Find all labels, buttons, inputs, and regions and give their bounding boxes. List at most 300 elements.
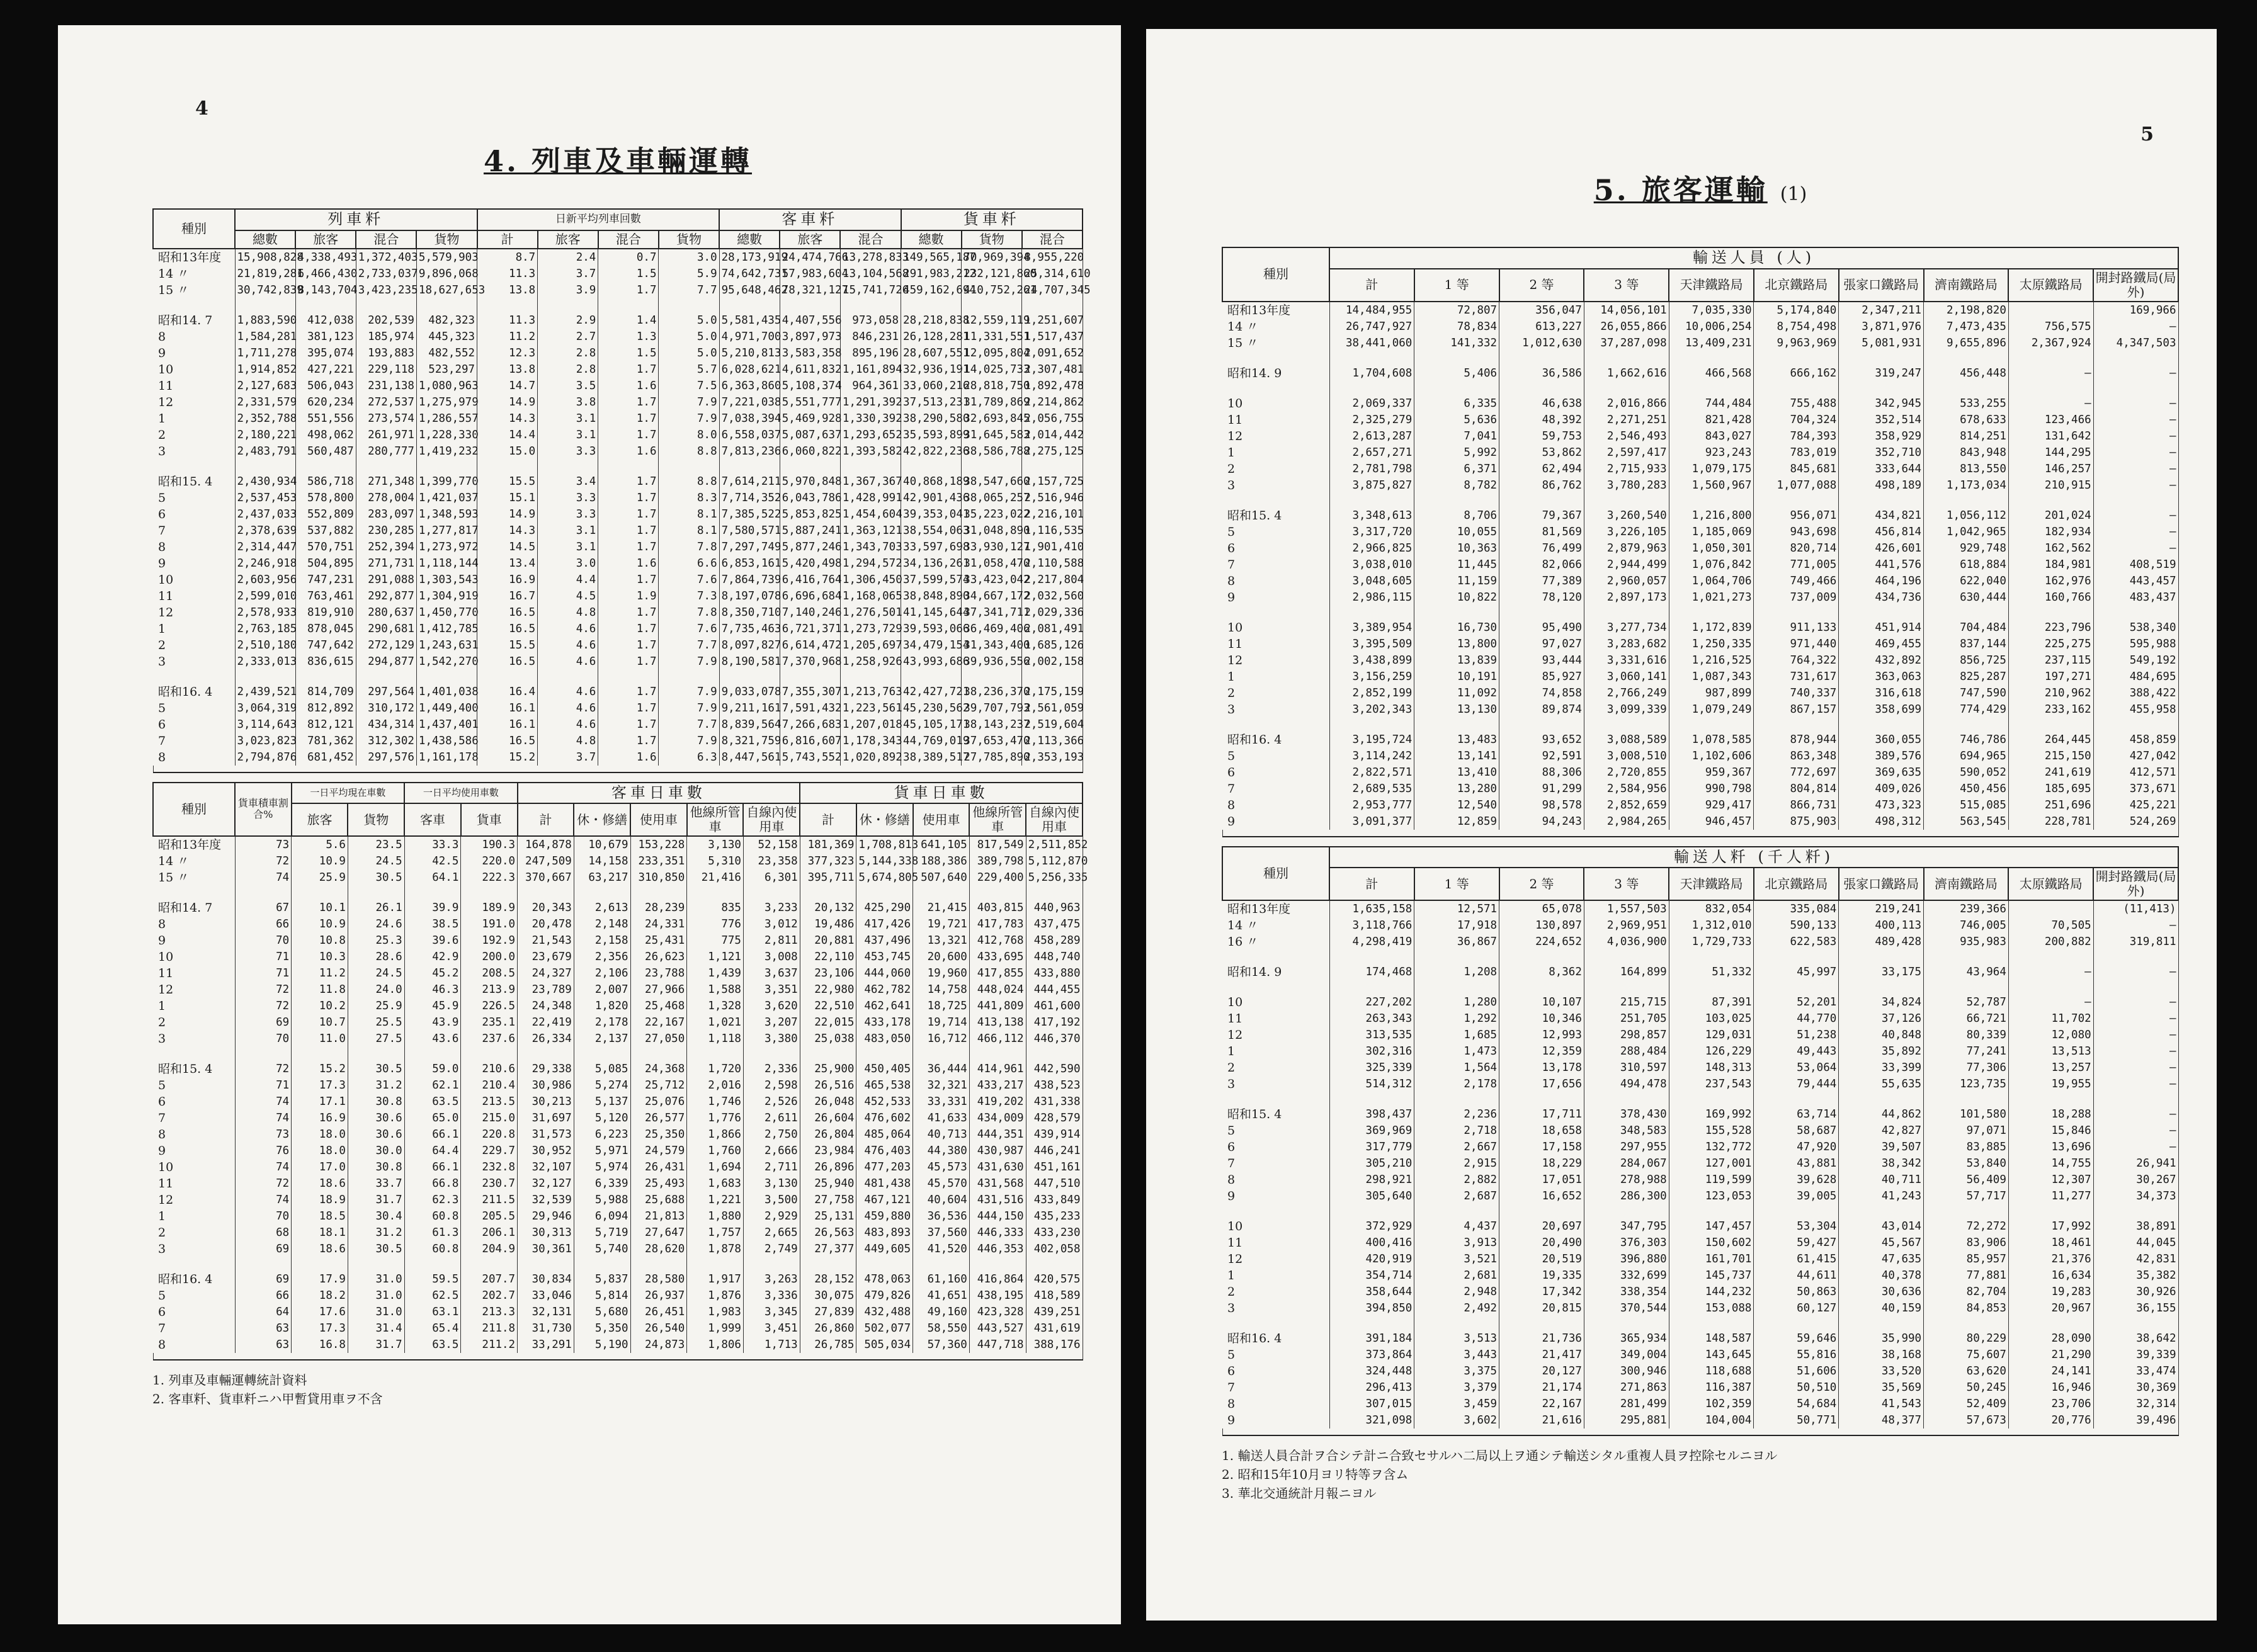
table-cell: 3,114,242	[1329, 748, 1414, 764]
table-row	[1222, 917, 2178, 934]
table-cell: 458,289	[1026, 932, 1083, 949]
table-row	[1222, 1347, 2178, 1363]
table-cell	[1329, 494, 1414, 507]
table-cell: 25.3	[348, 932, 404, 949]
table-cell: 32,539	[518, 1192, 574, 1208]
table-cell: 2,353,193	[1022, 749, 1083, 766]
table-cell	[1499, 1092, 1584, 1106]
table-cell: 42,427,721	[901, 684, 962, 700]
table-cell: 45,573	[913, 1159, 970, 1175]
table-cell: 73	[235, 1126, 292, 1143]
table-cell: 5,256,335	[1026, 869, 1083, 886]
table-cell	[538, 298, 598, 312]
table-cell: 2,430,934	[235, 473, 295, 490]
group-header: 一日平均現在車數	[292, 783, 404, 804]
table-cell: 2,667	[1414, 1139, 1499, 1155]
table-cell: 450,405	[856, 1061, 913, 1077]
table-cell: 13,278,833	[840, 249, 901, 266]
table-cell	[1414, 1092, 1499, 1106]
table-cell: 65.0	[404, 1110, 461, 1126]
table-cell: 1,330,392	[840, 410, 901, 427]
row-label	[153, 460, 235, 473]
table-cell: 93,444	[1499, 652, 1584, 669]
row-label	[153, 1257, 235, 1271]
table-cell: 30,313	[518, 1225, 574, 1241]
table-row	[1222, 1267, 2178, 1284]
table-cell: 5,680	[574, 1304, 630, 1320]
table-cell: 26,431	[630, 1159, 687, 1175]
table-cell: 10.3	[292, 949, 348, 965]
row-label: 10	[153, 1159, 235, 1175]
table-row	[153, 298, 1083, 312]
table-cell	[1839, 1316, 1924, 1330]
table-cell	[404, 886, 461, 900]
table-cell: 14.9	[477, 506, 538, 523]
table-cell: 506,043	[295, 378, 356, 394]
table-cell: 1.7	[598, 410, 659, 427]
column-header: 混合	[1022, 230, 1083, 249]
table-cell: 1,876	[687, 1287, 744, 1304]
table-cell: 1,205,697	[840, 637, 901, 653]
row-label: 昭和14. 7	[153, 312, 235, 329]
table-cell: 40,159	[1839, 1300, 1924, 1316]
table-cell: 1,450,770	[416, 604, 477, 621]
row-label: 5	[153, 1287, 235, 1304]
table-cell: 210,915	[2008, 477, 2093, 494]
table-cell: 856,725	[1924, 652, 2009, 669]
table-cell: 3,375	[1414, 1363, 1499, 1379]
row-label: 5	[153, 700, 235, 716]
page-title: 5. 旅客運輸 (1)	[1593, 173, 1807, 207]
table-cell: 875,903	[1754, 813, 1839, 830]
table-cell: 1,250,335	[1669, 636, 1754, 652]
table-cell: 202.7	[461, 1287, 518, 1304]
row-label: 3	[153, 1031, 235, 1047]
table-cell: 8,197,078	[719, 588, 780, 604]
column-header: 貨物	[416, 230, 477, 249]
row-label: 9	[153, 555, 235, 572]
table-cell: 459,880	[856, 1208, 913, 1225]
row-label: 7	[153, 733, 235, 749]
table-cell: 61,160	[913, 1271, 970, 1287]
table-cell: 395,074	[295, 345, 356, 361]
table-cell: 2,110,588	[1022, 555, 1083, 572]
table-cell: 1,421,037	[416, 490, 477, 506]
table-cell	[1669, 494, 1754, 507]
table-row	[153, 932, 1083, 949]
table-cell: 1,564	[1414, 1060, 1499, 1076]
table-cell: 188,386	[913, 853, 970, 869]
column-header: 1 等	[1414, 868, 1499, 900]
row-label: 昭和13年度	[153, 249, 235, 266]
table-cell: 4,437	[1414, 1218, 1499, 1235]
table-cell: 5.6	[292, 836, 348, 853]
table-cell: 832,054	[1669, 900, 1754, 917]
table-cell: 17,051	[1499, 1172, 1584, 1188]
table-cell	[461, 1047, 518, 1061]
table-cell: 16,712	[913, 1031, 970, 1047]
table-cell: 1,412,785	[416, 621, 477, 637]
table-cell: 44,862	[1839, 1106, 1924, 1123]
table-cell	[719, 298, 780, 312]
table-cell: 231,138	[356, 378, 416, 394]
table-cell: 43.6	[404, 1031, 461, 1047]
table-cell: 1,079,175	[1669, 461, 1754, 477]
table-cell: 213.3	[461, 1304, 518, 1320]
table-cell: 4.6	[538, 684, 598, 700]
table-cell: 224,652	[1499, 934, 1584, 950]
table-cell: 1,273,972	[416, 539, 477, 555]
table-cell: 923,243	[1669, 444, 1754, 461]
table-cell: 13,130	[1414, 701, 1499, 718]
table-cell: 449,605	[856, 1241, 913, 1257]
table-cell: 3,277,734	[1584, 620, 1669, 636]
table-cell: 2,148	[574, 916, 630, 932]
table-cell: 737,009	[1754, 589, 1839, 606]
row-label: 9	[153, 1143, 235, 1159]
table-cell: 74	[235, 1192, 292, 1208]
table-cell: 317,779	[1329, 1139, 1414, 1155]
table-cell: 24.6	[348, 916, 404, 932]
table-cell: —	[2093, 524, 2178, 540]
table-cell: 43.9	[404, 1014, 461, 1031]
table-cell: 1,161,894	[840, 361, 901, 378]
table-cell: 428,579	[1026, 1110, 1083, 1126]
table-cell: 25,468	[630, 998, 687, 1014]
table-cell: 435,233	[1026, 1208, 1083, 1225]
row-label: 3	[153, 1241, 235, 1257]
table-cell	[1414, 382, 1499, 395]
table-cell: 1,021,273	[1669, 589, 1754, 606]
table-cell: 26,623	[630, 949, 687, 965]
table-cell: 17,992	[2008, 1218, 2093, 1235]
table-cell	[1026, 1047, 1083, 1061]
table-cell: 89,874	[1499, 701, 1584, 718]
table-cell: 8,706	[1414, 507, 1499, 524]
table-cell	[518, 1257, 574, 1271]
table-cell: 5,120	[574, 1110, 630, 1126]
table-row	[1222, 718, 2178, 732]
table-cell: 747,590	[1924, 685, 2009, 701]
table-cell: 418,589	[1026, 1287, 1083, 1304]
column-header: 他線所管車	[969, 803, 1026, 836]
table-cell: —	[2093, 1076, 2178, 1092]
table-cell: 25,131	[800, 1208, 856, 1225]
table-cell: 12.3	[477, 345, 538, 361]
row-label: 昭和15. 4	[153, 1061, 235, 1077]
table-cell: 12,359	[1499, 1043, 1584, 1060]
table-cell: 929,417	[1669, 797, 1754, 813]
table-cell: 6,094	[574, 1208, 630, 1225]
table-cell: 2,715,933	[1584, 461, 1669, 477]
table-cell: 47,635	[1839, 1251, 1924, 1267]
table-cell: 222.3	[461, 869, 518, 886]
table-cell: 55,635	[1839, 1076, 1924, 1092]
table-row	[1222, 335, 2178, 351]
table-cell: 1,275,979	[416, 394, 477, 410]
table-row	[153, 1110, 1083, 1126]
table-cell: 22,110	[800, 949, 856, 965]
table-cell: 641,105	[913, 836, 970, 853]
row-label: 7	[1222, 1155, 1329, 1172]
table-cell: 2,216,101	[1022, 506, 1083, 523]
table-cell: 3,156,259	[1329, 669, 1414, 685]
table-cell: —	[2093, 1106, 2178, 1123]
row-label: 12	[1222, 428, 1329, 444]
table-cell: 515,085	[1924, 797, 2009, 813]
table-cell: 26,896	[800, 1159, 856, 1175]
table-cell: 443,457	[2093, 573, 2178, 589]
table-cell: 507,640	[913, 869, 970, 886]
table-cell: 483,893	[856, 1225, 913, 1241]
table-cell: 271,731	[356, 555, 416, 572]
table-cell: 1,878	[687, 1241, 744, 1257]
row-label: 11	[1222, 636, 1329, 652]
table-cell: 814,709	[295, 684, 356, 700]
table-cell	[1924, 382, 2009, 395]
table-row	[1222, 1188, 2178, 1204]
table-cell: 230.7	[461, 1175, 518, 1192]
table-cell	[292, 1047, 348, 1061]
table-cell: 63	[235, 1337, 292, 1353]
table-cell: 22,015	[800, 1014, 856, 1031]
row-label: 1	[1222, 444, 1329, 461]
table-cell: 11.2	[477, 329, 538, 345]
table-cell: 8,782	[1414, 477, 1499, 494]
table-cell: 1,917	[687, 1271, 744, 1287]
table-row	[153, 1175, 1083, 1192]
table-cell: 433,849	[1026, 1192, 1083, 1208]
table-cell: 1,560,967	[1669, 477, 1754, 494]
table-cell: 4,298,419	[1329, 934, 1414, 950]
table-cell: 1,584,281	[235, 329, 295, 345]
table-cell: 66	[235, 916, 292, 932]
table-cell: 24.0	[348, 982, 404, 998]
row-label: 7	[153, 523, 235, 539]
table-cell: 2,852,199	[1329, 685, 1414, 701]
table-row	[1222, 1060, 2178, 1076]
table-cell	[1924, 1204, 2009, 1218]
table-cell: 2,944,499	[1584, 557, 1669, 573]
table-cell	[416, 460, 477, 473]
table-cell: 21,819,281	[235, 266, 295, 282]
table-cell: 155,528	[1669, 1123, 1754, 1139]
table-cell	[2093, 1092, 2178, 1106]
table-cell: 25,350	[630, 1126, 687, 1143]
table-cell: 26,516	[800, 1077, 856, 1094]
table-cell: 3,780,283	[1584, 477, 1669, 494]
row-label	[1222, 1092, 1329, 1106]
table-cell	[743, 886, 800, 900]
table-cell: 41,243	[1839, 1188, 1924, 1204]
table-cell: 37,599,574	[901, 572, 962, 588]
row-label: 2	[153, 1225, 235, 1241]
table-row	[153, 1077, 1083, 1094]
table-cell: 32,936,191	[901, 361, 962, 378]
table-cell: 360,055	[1839, 732, 1924, 748]
table-cell: 143,645	[1669, 1347, 1754, 1363]
table-cell: 7,385,522	[719, 506, 780, 523]
row-label: 6	[1222, 1139, 1329, 1155]
table-cell: 7,266,683	[780, 716, 840, 733]
table-cell: 400,113	[1839, 917, 1924, 934]
table-row	[1222, 540, 2178, 557]
table-cell: 458,859	[2093, 732, 2178, 748]
table-cell: 417,192	[1026, 1014, 1083, 1031]
table-row	[153, 1192, 1083, 1208]
table-cell: 431,630	[969, 1159, 1026, 1175]
table-cell: 2,307,481	[1022, 361, 1083, 378]
table-cell: 71	[235, 965, 292, 982]
table-cell: 61.3	[404, 1225, 461, 1241]
table-cell: 23,679	[518, 949, 574, 965]
table-cell: 5,988	[574, 1192, 630, 1208]
table-cell: 66.8	[404, 1175, 461, 1192]
table-row	[1222, 395, 2178, 412]
table-cell: 127,001	[1669, 1155, 1754, 1172]
table-cell: 6,223	[574, 1126, 630, 1143]
table-cell	[477, 460, 538, 473]
table-cell: 467,121	[856, 1192, 913, 1208]
table-cell: 3,317,720	[1329, 524, 1414, 540]
table-cell: 13,839	[1414, 652, 1499, 669]
table-cell: 836,615	[295, 653, 356, 670]
table-cell: 61,415	[1754, 1251, 1839, 1267]
table-cell: 59,646	[1754, 1330, 1839, 1347]
table-cell: 288,484	[1584, 1043, 1669, 1060]
table-cell: 3,513	[1414, 1330, 1499, 1347]
table-cell: 278,004	[356, 490, 416, 506]
column-header: 計	[477, 230, 538, 249]
table-cell: 57,360	[913, 1337, 970, 1353]
table-cell: 8,143,704	[295, 282, 356, 298]
table-cell: 63,217	[574, 869, 630, 886]
table-cell: 26,747,927	[1329, 319, 1414, 335]
table-cell: 1,588	[687, 982, 744, 998]
table-cell: 51,238	[1754, 1027, 1839, 1043]
table-cell: 164,878	[518, 836, 574, 853]
table-cell: 417,855	[969, 965, 1026, 982]
table-cell: 16.9	[292, 1110, 348, 1126]
column-header: 濟南鐵路局	[1924, 269, 2009, 302]
table-cell: —	[2093, 444, 2178, 461]
row-label: 14 〃	[153, 266, 235, 282]
column-header: 貨物	[348, 803, 404, 836]
table-cell: —	[2093, 319, 2178, 335]
table-cell: 2,613	[574, 900, 630, 916]
table-cell: 35,223,022	[962, 506, 1022, 523]
table-cell: 18.0	[292, 1143, 348, 1159]
table-row	[1222, 1316, 2178, 1330]
table-cell: 43,964	[1924, 964, 2009, 980]
table-cell: 38,441,060	[1329, 335, 1414, 351]
table-cell: 7.9	[659, 410, 719, 427]
table-cell: 1,079,249	[1669, 701, 1754, 718]
table-cell: 14.9	[477, 394, 538, 410]
table-cell: 681,452	[295, 749, 356, 766]
table-cell: 207.7	[461, 1271, 518, 1287]
table-cell: 35,569	[1839, 1379, 1924, 1396]
table-cell: 26,785	[800, 1337, 856, 1353]
table-cell: 1,277,817	[416, 523, 477, 539]
table-cell: 365,934	[1584, 1330, 1669, 1347]
table-cell: 62.1	[404, 1077, 461, 1094]
table-cell: 15.1	[477, 490, 538, 506]
table-cell	[630, 886, 687, 900]
table-cell: 31.0	[348, 1304, 404, 1320]
table-row	[1222, 319, 2178, 335]
row-label	[1222, 1316, 1329, 1330]
table-cell	[687, 1257, 744, 1271]
table-cell	[295, 460, 356, 473]
table-cell: —	[2093, 1139, 2178, 1155]
table-cell: 420,919	[1329, 1251, 1414, 1267]
table-cell	[856, 1257, 913, 1271]
table-cell: 1,694	[687, 1159, 744, 1175]
row-label: 1	[1222, 1267, 1329, 1284]
table-cell	[1754, 1316, 1839, 1330]
table-cell: 95,490	[1499, 620, 1584, 636]
table-cell	[598, 460, 659, 473]
table-cell: 2,437,033	[235, 506, 295, 523]
table-cell: —	[2093, 365, 2178, 382]
table-cell: 5,085	[574, 1061, 630, 1077]
column-header: 北京鐵路局	[1754, 868, 1839, 900]
table-cell: 27.5	[348, 1031, 404, 1047]
table-cell: 30,834	[518, 1271, 574, 1287]
table-cell: 272,129	[356, 637, 416, 653]
table-cell: —	[2093, 412, 2178, 428]
table-cell: 48,377	[1839, 1412, 1924, 1429]
table-cell: 116,387	[1669, 1379, 1754, 1396]
table-cell: 284,067	[1584, 1155, 1669, 1172]
table-cell: 169,992	[1669, 1106, 1754, 1123]
table-cell: 41,543	[1839, 1396, 1924, 1412]
table-cell: 1,883,590	[235, 312, 295, 329]
table-cell: 325,339	[1329, 1060, 1414, 1076]
table-row	[1222, 1284, 2178, 1300]
table-cell: 1,118	[687, 1031, 744, 1047]
column-header: 總數	[719, 230, 780, 249]
table-cell: 45,105,171	[901, 716, 962, 733]
table-cell: 3,130	[687, 836, 744, 853]
table-cell: 590,133	[1754, 917, 1839, 934]
table-cell: 959,367	[1669, 764, 1754, 781]
table-cell: 7,297,749	[719, 539, 780, 555]
table-cell: 45,997	[1754, 964, 1839, 980]
table-cell: 2,178	[1414, 1076, 1499, 1092]
table-cell: 49,443	[1754, 1043, 1839, 1060]
table-cell: 13,257	[2008, 1060, 2093, 1076]
table-cell: 6,721,371	[780, 621, 840, 637]
table-cell: 11,702	[2008, 1010, 2093, 1027]
table-cell: —	[2008, 994, 2093, 1010]
table-cell: 52,201	[1754, 994, 1839, 1010]
table-cell: 2,578,933	[235, 604, 295, 621]
table-cell: 2,781,798	[1329, 461, 1414, 477]
table-cell: 273,574	[356, 410, 416, 427]
row-label: 昭和15. 4	[1222, 507, 1329, 524]
table-cell: 3.0	[538, 555, 598, 572]
table-cell: 441,576	[1839, 557, 1924, 573]
table-cell: 2,029,336	[1022, 604, 1083, 621]
table-row	[1222, 461, 2178, 477]
table-cell: 295,881	[1584, 1412, 1669, 1429]
row-label: 14 〃	[1222, 319, 1329, 335]
table-cell: 44,045	[2093, 1235, 2178, 1251]
table-cell: 412,038	[295, 312, 356, 329]
row-label: 6	[153, 1304, 235, 1320]
